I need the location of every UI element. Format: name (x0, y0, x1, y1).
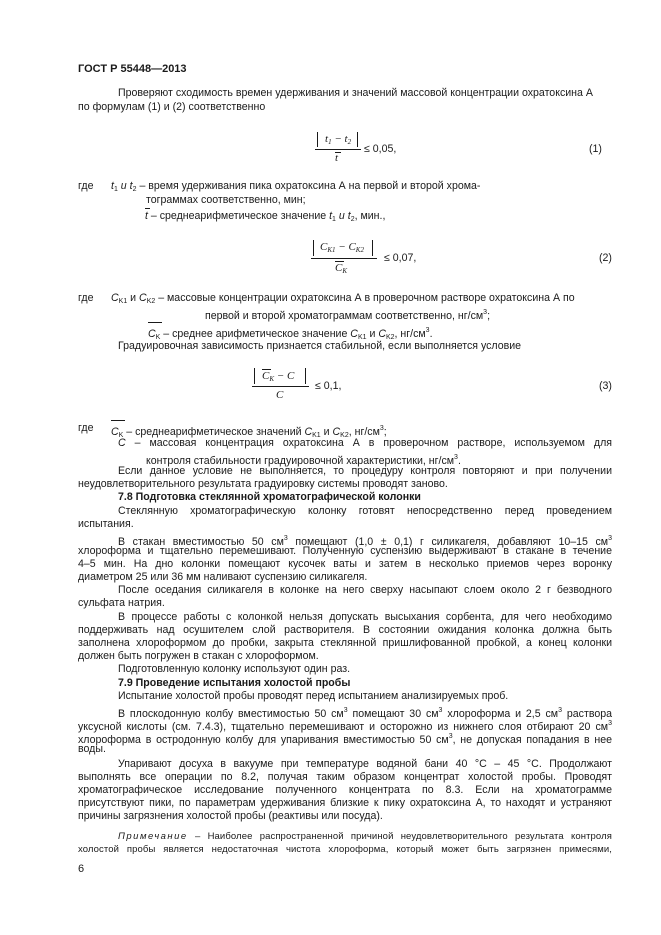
formula-1-t1: t (325, 133, 329, 145)
where-1-gde: где (78, 180, 94, 192)
section-7-8-p1-l1: Стеклянную хроматографическую колонку готовят непосредственно перед проведением (118, 505, 612, 517)
section-7-8-p2-l2: хлороформа и тщательно перемешивают. Полученную суспензию выдерживают в стакане в течение (78, 545, 612, 557)
formula-3-cbar: C (262, 370, 270, 382)
intro-line-2: по формулам (1) и (2) соответственно (78, 101, 266, 113)
formula-1-tbar: t (335, 152, 339, 164)
section-7-8-p3-l2: сульфата натрия. (78, 597, 165, 609)
section-7-8-p4-l1: В процессе работы с колонкой нельзя допускать высыхания сорбента, для чего необходимо (118, 611, 612, 623)
section-7-9-p1: Испытание холостой пробы проводят перед испытанием анализируемых проб. (118, 690, 509, 702)
section-7-9-p2-l1: В плоскодонную колбу вместимостью 50 $см^3$ помещают 30 $см^3$ хлороформа и 2,5 $см^3$ раствора (118, 707, 612, 720)
formula-2-number: (2) (599, 252, 612, 264)
section-7-9-p3-l2: выполнять все операции по 8.2, получая таким образом концентрат холостой пробы. Проводят (78, 771, 612, 783)
condition-fail-line-1: Если данное условие не выполняется, то процедуру контроля повторяют и при получении (118, 465, 612, 477)
formula-2-rhs: ≤ 0,07, (384, 252, 417, 264)
where-3-c-line-2: контроля стабильности градуировочной характеристики, $нг/см^3$. (146, 454, 461, 467)
section-7-8-p2-l1: В стакан вместимостью 50 $см^3$ помещают (1,0 ± 0,1) г силикагеля, добавляют 10–15 $см^3$ (118, 535, 612, 548)
where-2-ck-line-2: первой и второй хроматограммам соответственно, $нг/см^3$; (205, 309, 491, 322)
note-line-1: Примечание – Наиболее распространенной причиной неудовлетворительного результата контроля (118, 831, 612, 842)
formula-3-c: C (286, 370, 295, 382)
section-7-9-p3-l1: Упаривают досуха в вакууме при температуре водяной бани 40 °C – 45 °C. Продолжают (118, 758, 612, 770)
where-2-ck-line: $C_{K1}$ и $C_{K2}$ – массовые концентрации охратоксина А в проверочном растворе охратоксина А по (111, 292, 575, 305)
where-2-gde: где (78, 292, 94, 304)
document-header: ГОСТ Р 55448—2013 (78, 63, 187, 75)
where-1-tbar-line: t – среднеарифметическое значение $t_1$ и $t_2$, мин., (145, 210, 386, 223)
formula-3-number: (3) (599, 380, 612, 392)
where-1-t-line-2: тограммах соответственно, мин; (146, 194, 306, 206)
section-7-8-p4-l2: поддерживать над осушителем слой растворителя. В состоянии ожидания колонка должна быть (78, 624, 612, 636)
formula-2-ck2: C (348, 241, 356, 253)
intro-line-1: Проверяют сходимость времен удерживания и значений массовой концентрации охратоксина А (118, 87, 593, 99)
note-label: Примечание (118, 831, 188, 842)
formula-1-rhs: ≤ 0,05, (364, 143, 397, 155)
section-7-8-p4-l4: должен быть погружен в стакан с хлороформом. (78, 650, 319, 662)
where-3-cbar-line: $C_K$ – среднеарифметическое значений $C_{K1}$ и $C_{K2}$, $нг/см^3$; (111, 425, 387, 439)
formula-3-den: C (276, 389, 284, 401)
formula-1-t2: t (344, 133, 348, 145)
section-7-8-p5: Подготовленную колонку используют один раз. (118, 663, 351, 675)
section-7-9-title: 7.9 Проведение испытания холостой пробы (118, 677, 351, 689)
calibration-statement: Градуировочная зависимость признается стабильной, если выполняется условие (118, 340, 522, 352)
note-line-2: холостой пробы является недостаточная чистота хлороформа, который может быть загрязнен примесями, (78, 844, 612, 855)
section-7-9-p2-l2: уксусной кислоты (см. 7.4.3), тщательно перемешивают и осторожно из нижнего слоя отбирают 20 $см^3$ (78, 720, 612, 733)
formula-3-rhs: ≤ 0,1, (315, 380, 342, 392)
section-7-9-p3-l5: причины загрязнения холостой пробы (реактивы или посуда). (78, 810, 383, 822)
where-2-cbar-line: $C_K$ – среднее арифметическое значение $C_{K1}$ и $C_{K2}$, $нг/см^3$. (148, 327, 433, 341)
section-7-8-p4-l3: заполнена хлороформом до пробки, закрыта стеклянной пришлифованной пробкой, а конец колонки (78, 637, 612, 649)
section-7-8-p1-l2: испытания. (78, 518, 134, 530)
section-7-8-title: 7.8 Подготовка стеклянной хроматографической колонки (118, 491, 421, 503)
condition-fail-line-2: неудовлетворительного результата градуировку системы проводят заново. (78, 478, 448, 490)
formula-1-number: (1) (589, 143, 602, 155)
section-7-8-p2-l3: 4–5 мин. На дно колонки помещают кусочек ваты и затем в несколько приемов через воронку (78, 558, 612, 570)
section-7-9-p2-l4: воды. (78, 743, 106, 755)
section-7-9-p3-l3: хроматографическое исследование полученного концентрата по 8.3. Если на хроматограмме (78, 784, 612, 796)
where-3-gde: где (78, 422, 94, 434)
section-7-9-p2-l3: хлороформа в остродонную колбу для упаривания вместимостью 50 $см^3$, не допуская попадания в нее (78, 733, 612, 746)
formula-2-ck1: C (320, 241, 328, 253)
page-number: 6 (78, 863, 85, 875)
where-1-t-line: $t_1$ и $t_2$ – время удерживания пика охратоксина А на первой и второй хрома- (111, 180, 481, 193)
section-7-9-p3-l4: присутствуют пики, по параметрам удерживания близкие к пику охратоксина А, то находят и устраняют (78, 797, 612, 809)
formula-2-cbar: $C_K$ (335, 262, 348, 275)
where-3-c-line: C – массовая концентрация охратоксина А в проверочном растворе, используемом для (118, 437, 612, 449)
section-7-8-p3-l1: После оседания силикагеля в колонке на него сверху насыпают слоем около 2 г безводного (118, 584, 612, 596)
section-7-8-p2-l4: диаметром 25 или 36 мм наливают суспензию силикагеля. (78, 571, 368, 583)
